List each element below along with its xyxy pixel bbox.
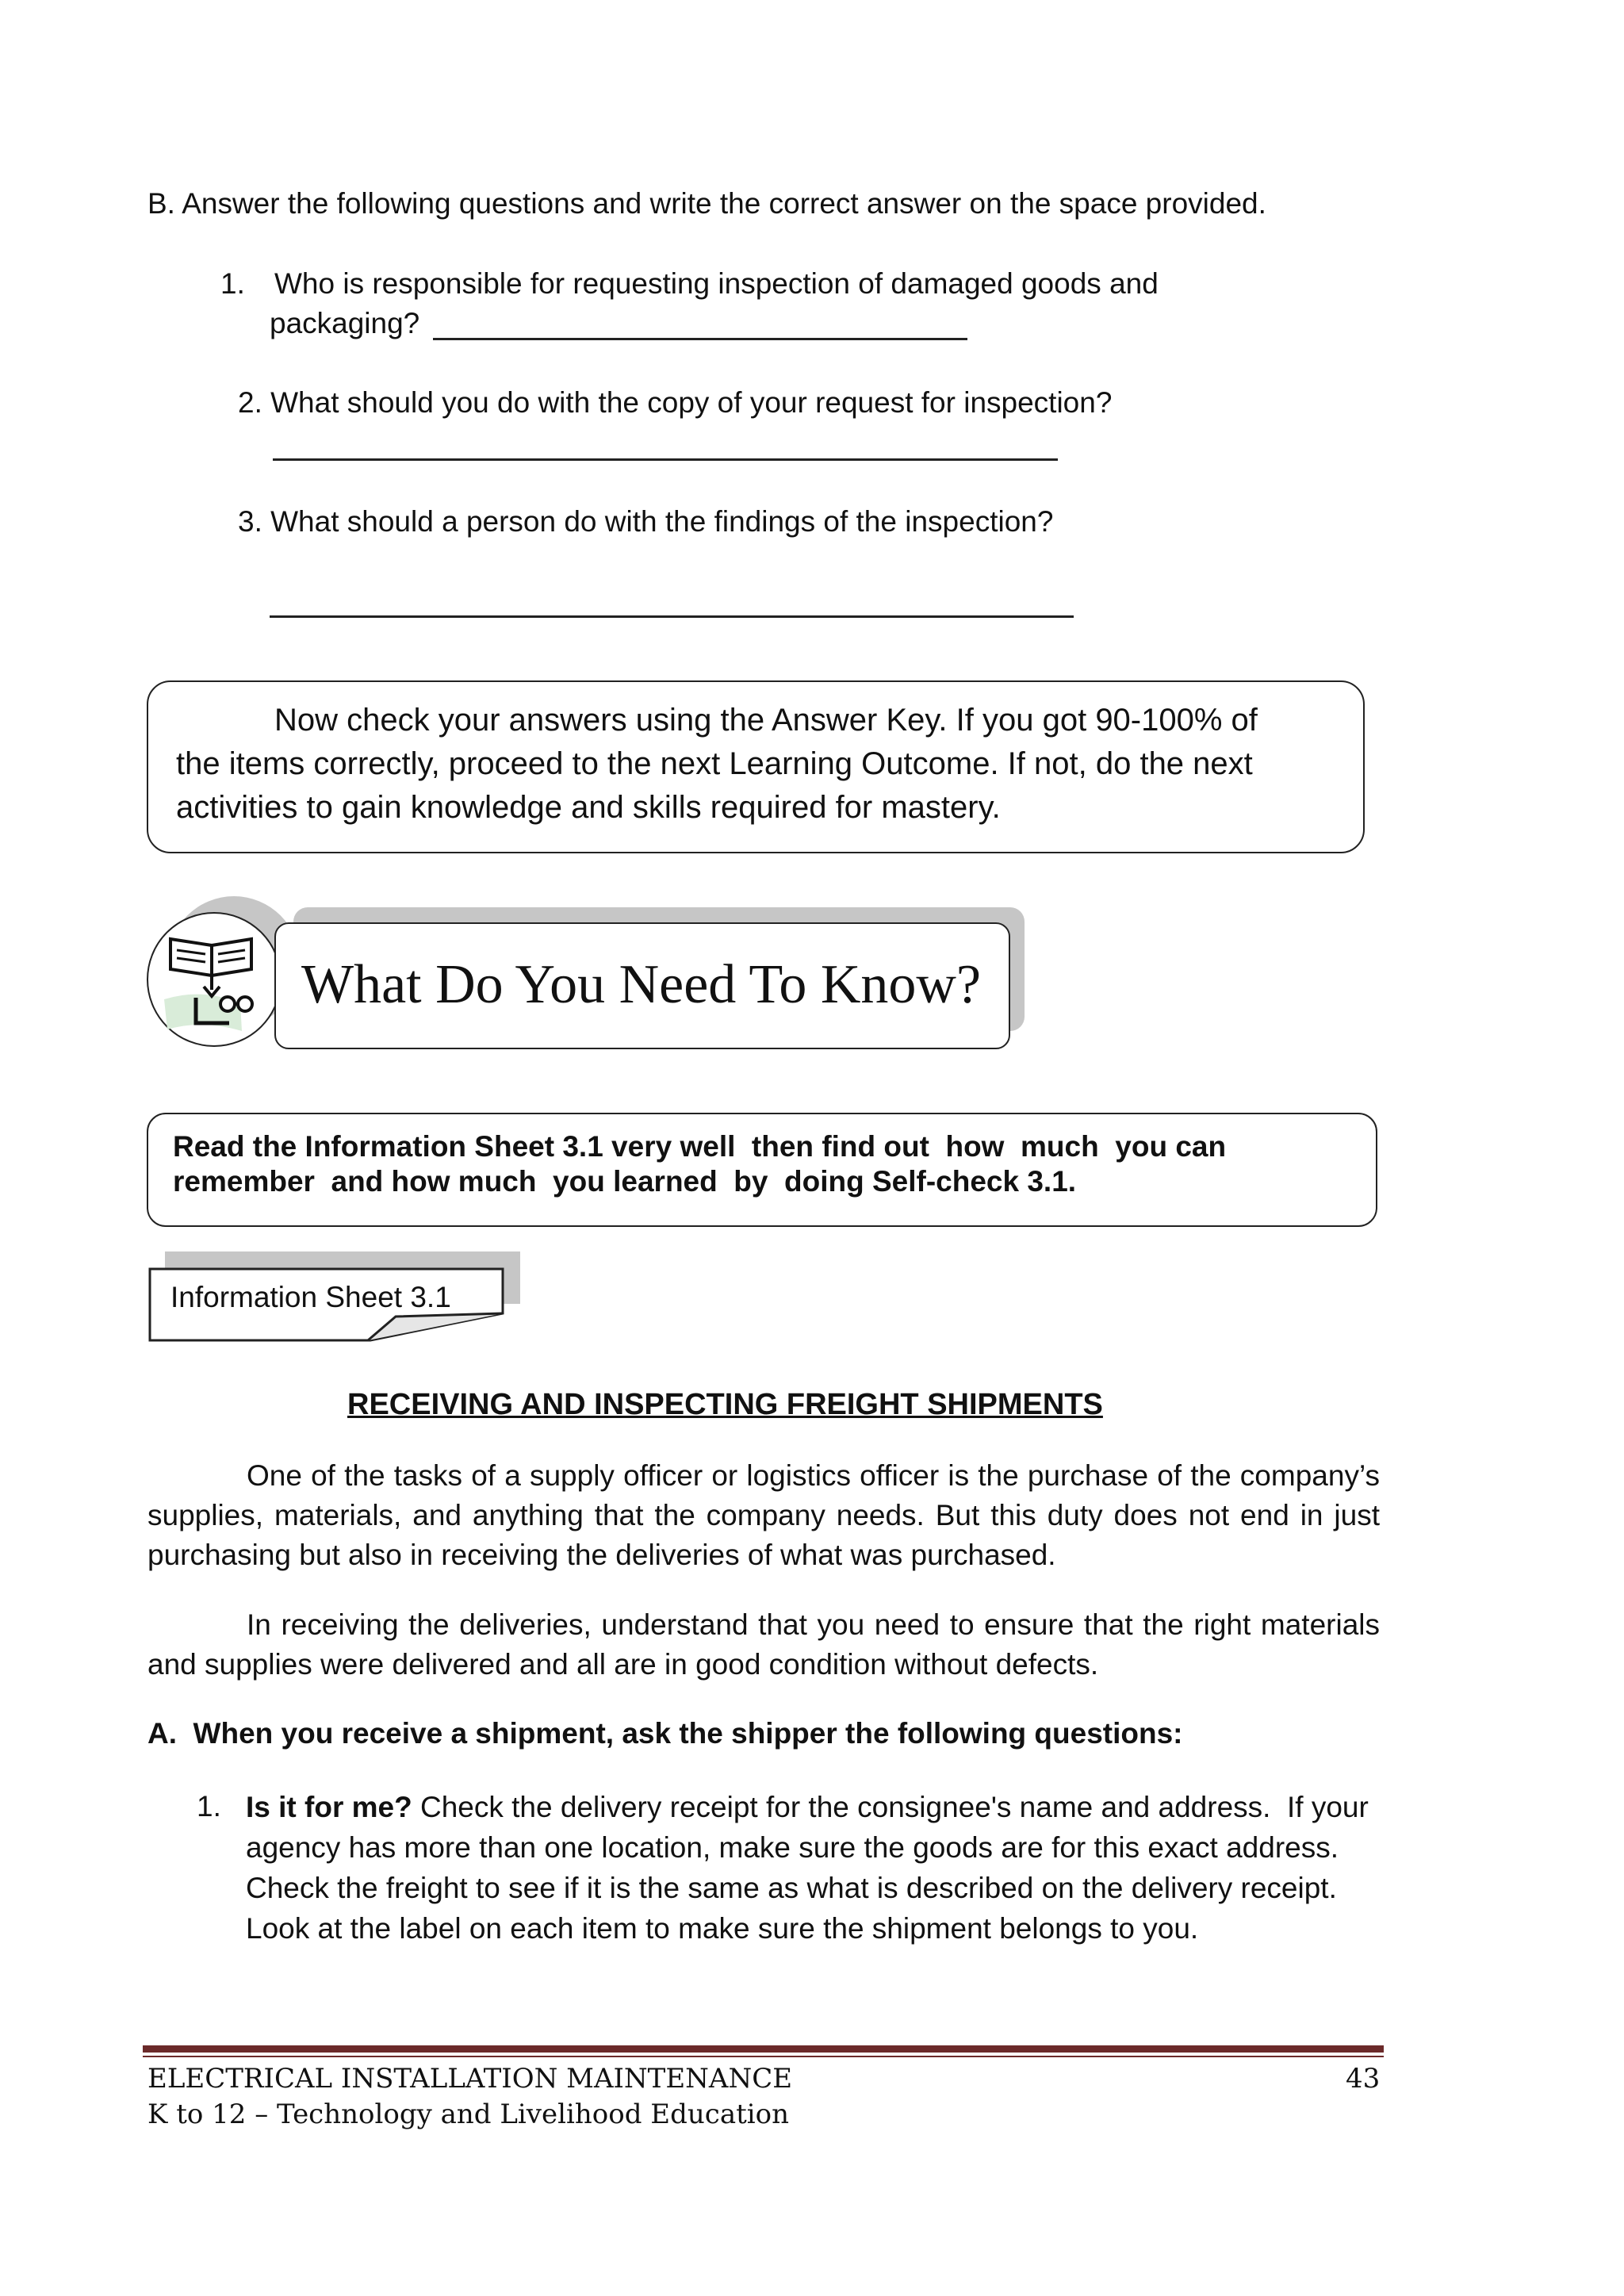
read-instruction-note <box>147 1113 1377 1227</box>
item-1-question: Is it for me? <box>246 1791 412 1823</box>
question-1-number: 1. <box>220 267 245 300</box>
question-1-line2: packaging? <box>270 307 420 339</box>
question-3: 3. What should a person do with the findings of the inspection? <box>238 505 1054 538</box>
section-b-instruction: B. Answer the following questions and write the correct answer on the space provided. <box>147 187 1266 220</box>
banner-title: What Do You Need To Know? <box>301 954 982 1015</box>
section-a-heading: A. When you receive a shipment, ask the shipper the following questions: <box>147 1717 1183 1750</box>
answer-blank-1[interactable] <box>433 338 967 340</box>
answer-blank-2[interactable] <box>273 458 1058 461</box>
footer-course-title: ELECTRICAL INSTALLATION MAINTENANCE <box>147 2063 793 2095</box>
item-1-answer: Check the delivery receipt for the consignee's name and address. If your agency has more than one location, make sure the goods are for this exact address. Check the freight to see if it is the same as what is described on the delivery receipt. Look at the label on each item to make sure the shipment belongs to you. <box>246 1791 1377 1945</box>
item-1-text <box>246 1787 1377 1949</box>
footer-rule-thick <box>143 2045 1384 2053</box>
article-title: RECEIVING AND INSPECTING FREIGHT SHIPMENTS <box>347 1388 1103 1421</box>
article-paragraph-2: In receiving the deliveries, understand that you need to ensure that the right materials and supplies were delivered and all are in good condition without defects. <box>147 1608 1380 1681</box>
check-note-line3: activities to gain knowledge and skills required for mastery. <box>176 790 1001 825</box>
check-note-line1: Now check your answers using the Answer Key. If you got 90-100% of <box>274 703 1258 738</box>
footer-rule-thin <box>143 2056 1384 2057</box>
answer-blank-3[interactable] <box>270 615 1074 618</box>
footer-page-number: 43 <box>1346 2063 1381 2095</box>
info-sheet-tab <box>148 1267 505 1343</box>
question-1-line1: Who is responsible for requesting inspection of damaged goods and <box>274 267 1159 300</box>
check-note-line2: the items correctly, proceed to the next Learning Outcome. If not, do the next <box>176 746 1253 781</box>
question-2: 2. What should you do with the copy of your request for inspection? <box>238 386 1113 419</box>
book-reading-icon <box>147 912 282 1047</box>
banner-title-box <box>274 922 1010 1049</box>
read-note-line1: Read the Information Sheet 3.1 very well then find out how much you can <box>173 1130 1227 1163</box>
banner-icon-circle <box>147 912 282 1047</box>
check-answers-note <box>147 680 1365 853</box>
read-note-line2: remember and how much you learned by doing Self-check 3.1. <box>173 1165 1077 1198</box>
info-tab-label: Information Sheet 3.1 <box>170 1281 451 1313</box>
footer-program: K to 12 – Technology and Livelihood Education <box>147 2099 789 2130</box>
article-paragraph-1: One of the tasks of a supply officer or logistics officer is the purchase of the company’s supplies, materials, and anything that the company needs. But this duty does not end in just purchasing but also in receiving the deliveries of what was purchased. <box>147 1459 1380 1571</box>
item-1-number: 1. <box>197 1790 221 1823</box>
